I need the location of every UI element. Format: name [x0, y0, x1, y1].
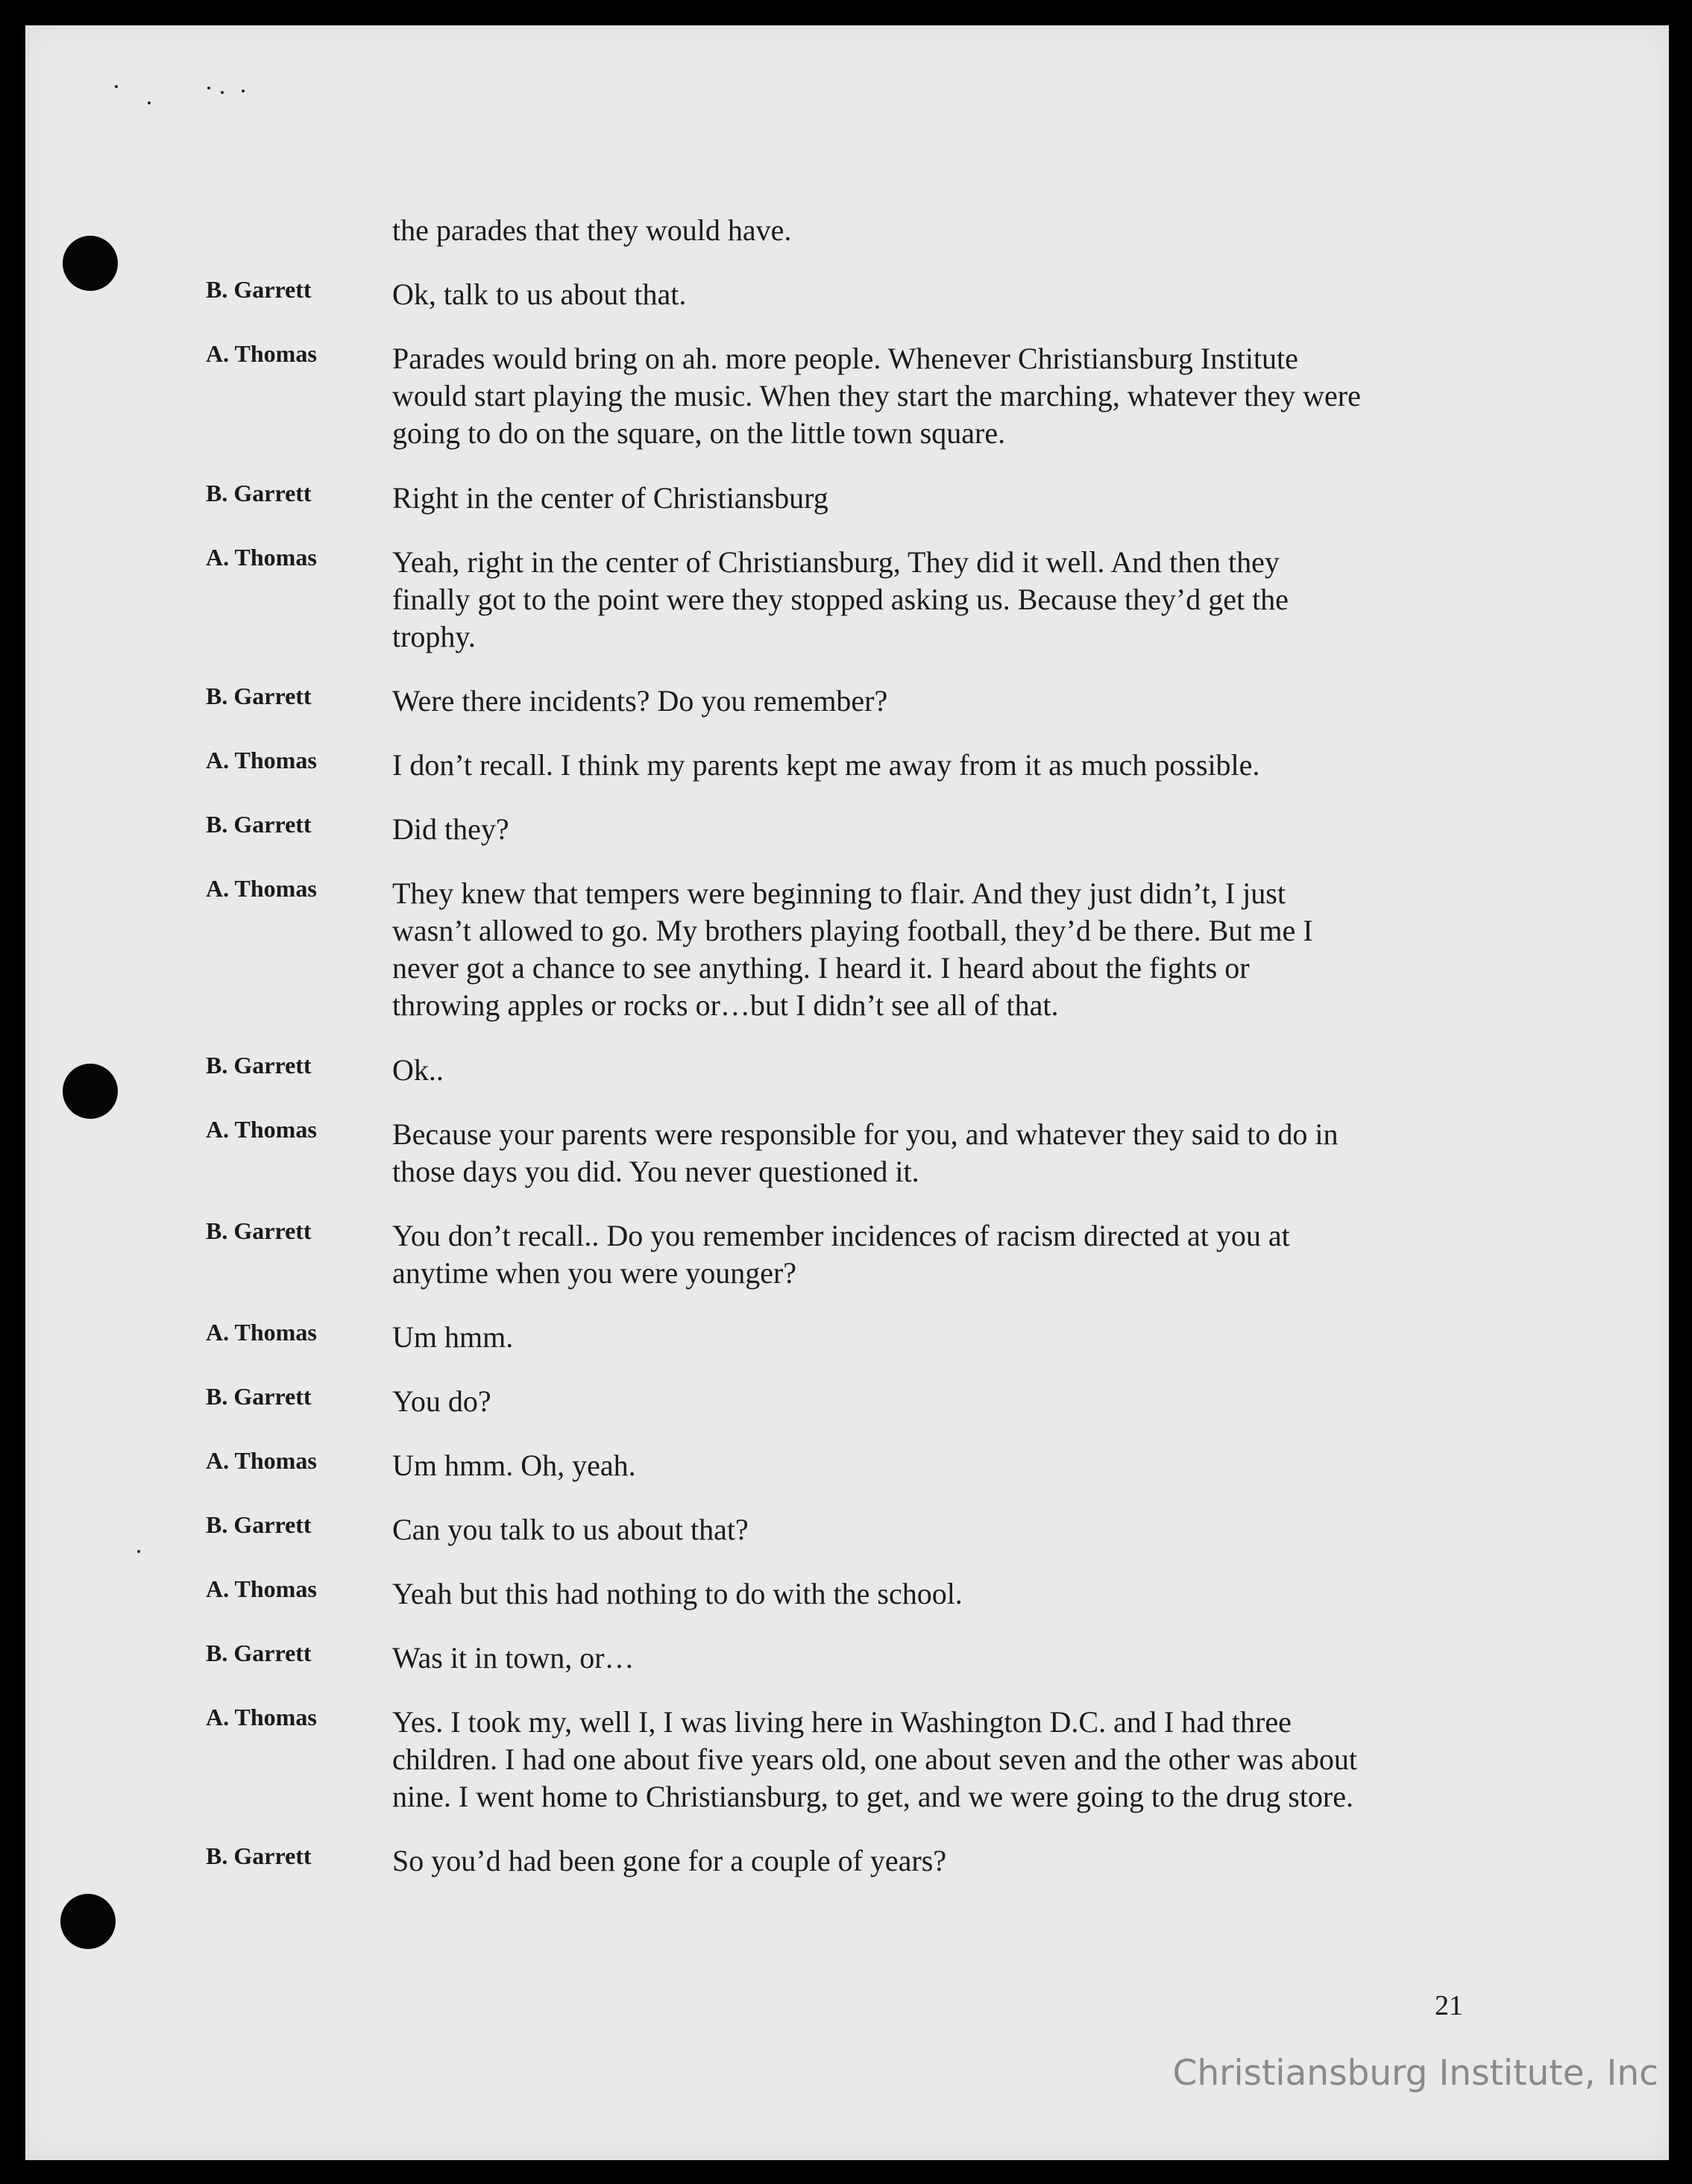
- speaker-label: B. Garrett: [206, 1052, 312, 1079]
- speaker-label: B. Garrett: [206, 276, 312, 303]
- speech-text: I don’t recall. I think my parents kept me away from it as much possible.: [392, 748, 1260, 782]
- speaker-label: A. Thomas: [206, 1116, 317, 1143]
- watermark: Christiansburg Institute, Inc: [1172, 2053, 1658, 2094]
- speaker-label: B. Garrett: [206, 682, 312, 709]
- speech-text: Ok..: [392, 1053, 444, 1087]
- speech-text: Did they?: [392, 812, 509, 846]
- speech-text: Right in the center of Christiansburg: [392, 481, 828, 515]
- speech-text: You do?: [392, 1384, 491, 1418]
- speech-text: Yes. I took my, well I, I was living here in Washington D.C. and I had three children. I had one about five years old, one about seven and the other was about nine. I went home to Christiansburg, to get, and we were going to the drug store.: [392, 1705, 1358, 1813]
- speech-text: Um hmm. Oh, yeah.: [392, 1449, 636, 1482]
- speech-text: Because your parents were responsible for you, and whatever they said to do in those days you did. You never questioned it.: [392, 1117, 1339, 1188]
- speech-text: Um hmm.: [392, 1320, 514, 1354]
- speech-text: the parades that they would have.: [392, 213, 792, 247]
- speaker-label: A. Thomas: [206, 544, 317, 571]
- speaker-label: A. Thomas: [206, 747, 317, 774]
- speech-text: Ok, talk to us about that.: [392, 277, 687, 311]
- speaker-label: B. Garrett: [206, 1639, 312, 1666]
- speech-text: Parades would bring on ah. more people. Whenever Christiansburg Institute would start playing the music. When they start the marching, whatever they were going to do on the square, on the little town square.: [392, 342, 1361, 450]
- speaker-label: A. Thomas: [206, 340, 317, 367]
- speech-text: Yeah, right in the center of Christiansburg, They did it well. And then they finally got to the point were they stopped asking us. Because they’d get the trophy.: [392, 545, 1289, 653]
- speaker-label: A. Thomas: [206, 1575, 317, 1602]
- document-page: [25, 25, 1669, 2160]
- speech-text: Yeah but this had nothing to do with the school.: [392, 1577, 963, 1610]
- speech-text: Was it in town, or…: [392, 1641, 635, 1675]
- interview-transcript: [25, 25, 1669, 2160]
- speech-text: They knew that tempers were beginning to flair. And they just didn’t, I just wasn’t allowed to go. My brothers playing football, they’d be there. But me I never got a chance to see anything. I heard it. I heard about the fights or throwing apples or rocks or…but I didn’t see all of that.: [392, 876, 1313, 1022]
- speaker-label: A. Thomas: [206, 1447, 317, 1474]
- speaker-label: A. Thomas: [206, 1319, 317, 1346]
- speaker-label: B. Garrett: [206, 1217, 312, 1244]
- speaker-label: B. Garrett: [206, 1511, 312, 1538]
- speaker-label: B. Garrett: [206, 480, 312, 506]
- speaker-label: B. Garrett: [206, 1842, 312, 1869]
- speaker-label: B. Garrett: [206, 1383, 312, 1410]
- speaker-label: A. Thomas: [206, 1704, 317, 1730]
- speech-text: You don’t recall.. Do you remember incidences of racism directed at you at anytime when you were younger?: [392, 1219, 1290, 1290]
- speaker-label: A. Thomas: [206, 875, 317, 902]
- speech-text: Can you talk to us about that?: [392, 1513, 749, 1546]
- speaker-label: B. Garrett: [206, 811, 312, 838]
- speech-text: Were there incidents? Do you remember?: [392, 684, 888, 718]
- page-number: 21: [1435, 1990, 1463, 2021]
- speech-text: So you’d had been gone for a couple of years?: [392, 1844, 947, 1877]
